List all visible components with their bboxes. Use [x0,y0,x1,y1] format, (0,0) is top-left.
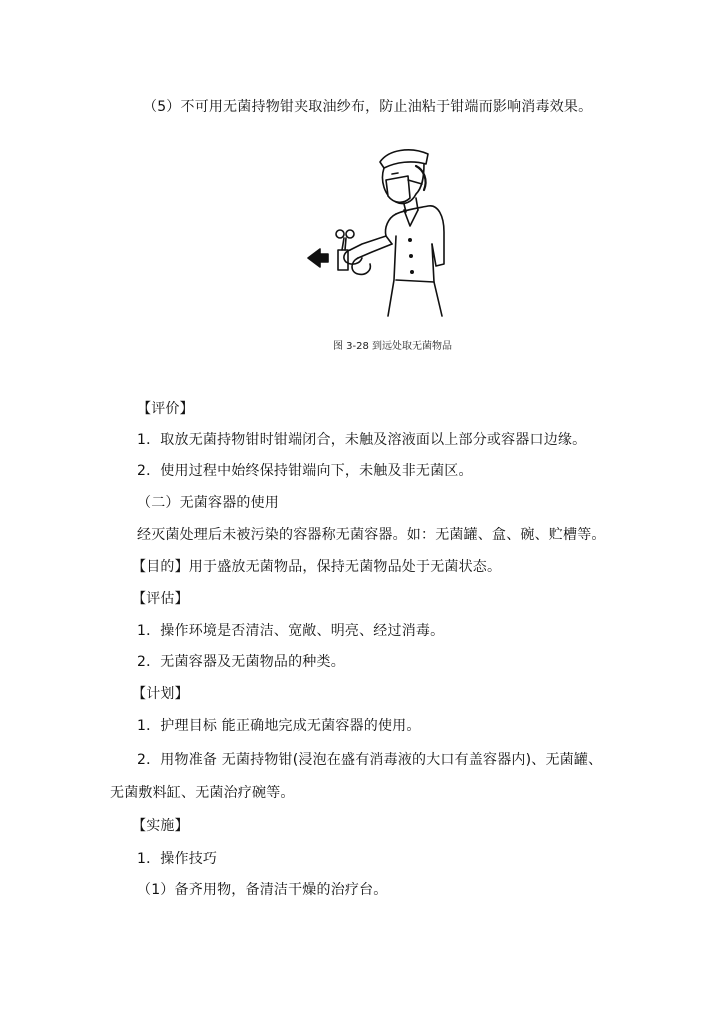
body-line-5: （5）不可用无菌持物钳夹取油纱布，防止油粘于钳端而影响消毒效果。 [143,99,593,115]
left-arrow-icon [308,249,328,267]
implementation-item-1-1: （1）备齐用物，备清洁干燥的治疗台。 [137,882,388,898]
implementation-item-1: 1．操作技巧 [137,851,218,867]
evaluation-item-2: 2．使用过程中始终保持钳端向下，未触及非无菌区。 [137,463,473,479]
figure-nurse-illustration [300,140,450,322]
implementation-heading: 【实施】 [132,818,189,834]
section-title-sterile-container: （二）无菌容器的使用 [137,495,279,511]
plan-item-1: 1．护理目标 能正确地完成无菌容器的使用。 [137,718,421,734]
evaluation-item-1: 1．取放无菌持物钳时钳端闭合，未触及溶液面以上部分或容器口边缘。 [137,432,587,448]
purpose-paragraph: 【目的】用于盛放无菌物品，保持无菌物品处于无菌状态。 [132,559,502,575]
plan-heading: 【计划】 [132,686,189,702]
plan-item-2-line-1: 2．用物准备 无菌持物钳(浸泡在盛有消毒液的大口有盖容器内)、无菌罐、 [137,752,603,768]
evaluation-heading: 【评价】 [137,401,194,417]
figure-caption: 图 3-28 到远处取无菌物品 [333,341,453,352]
assessment-heading: 【评估】 [132,591,189,607]
assessment-item-1: 1．操作环境是否清洁、宽敞、明亮、经过消毒。 [137,623,445,639]
plan-item-2-line-2: 无菌敷料缸、无菌治疗碗等。 [110,785,295,801]
definition-paragraph: 经灭菌处理后未被污染的容器称无菌容器。如：无菌罐、盒、碗、贮槽等。 [137,527,606,543]
assessment-item-2: 2．无菌容器及无菌物品的种类。 [137,654,345,670]
